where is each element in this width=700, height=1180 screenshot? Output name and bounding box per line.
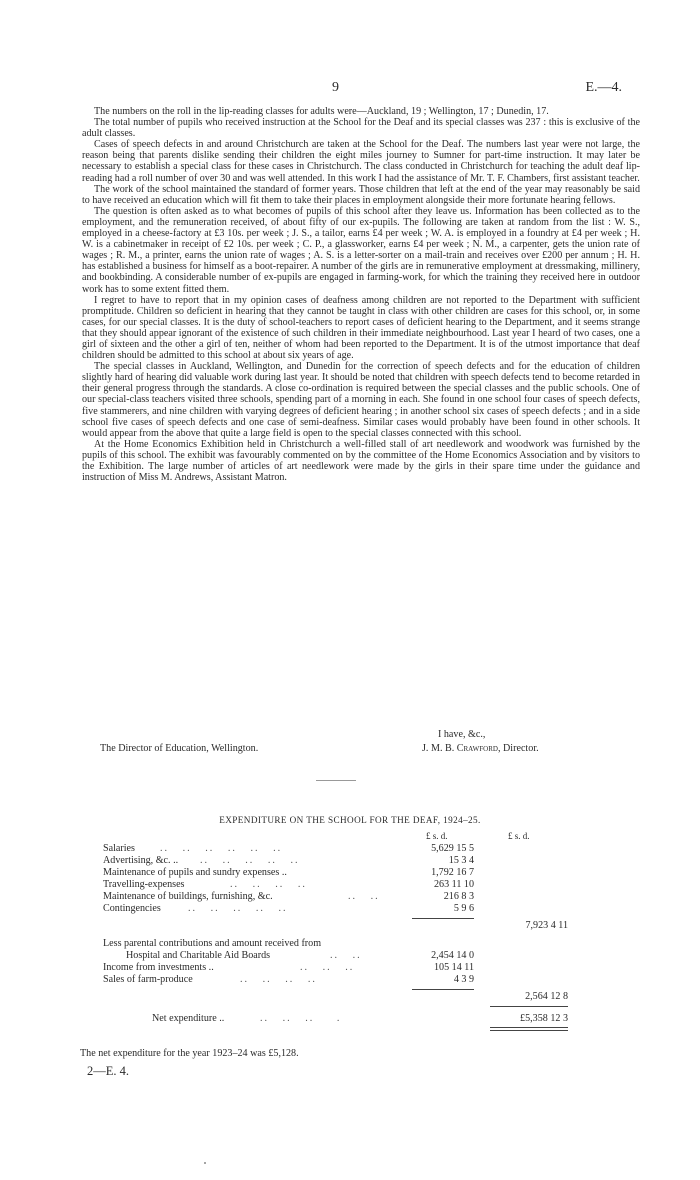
- paragraph: Cases of speech defects in and around Christchurch are taken at the School for the Deaf. The numbers last year were not large, the reason being that parents dislike sending their children the eight miles journey to Sumner for part-time instruction. It may later be necessary to establish a special class for these cases in Christchurch. The class conducted in Christchurch for teaching the adult deaf lip-reading had a roll number of over 30 and was well attended. In this work I had the assistance of Mr. T. F. Chambers, first assistant teacher.: [82, 139, 640, 184]
- table-row: Sales of farm-produce .. .. .. .. 4 3 9: [103, 974, 474, 985]
- double-rule: [490, 1027, 568, 1028]
- paragraph: The special classes in Auckland, Wellington, and Dunedin for the correction of speech defects and for the education of children slightly hard of hearing did valuable work during last year. It should be noted that children with speech defects tend to become retarded in their general progress through the standards. A close co-ordination is required between the special classes and the public schools. One of our special-class teachers visited three schools, spending part of a morning in each. She found in one school four cases of speech defects, five stammerers, and nine children with varying degrees of deficient hearing ; in another school six cases of speech defects ; and in a side school five cases of speech defects and one case of semi-deafness. Similar cases would probably have been found in other schools. It would appear from the above that quite a large field is open to the special classes connected with this school.: [82, 361, 640, 439]
- paragraph: The total number of pupils who received instruction at the School for the Deaf and its special classes was 237 : this is exclusive of the adult classes.: [82, 117, 640, 140]
- table-row: Maintenance of buildings, furnishing, &c. .. .. 216 8 3: [103, 891, 474, 902]
- page-number: 9: [332, 80, 339, 95]
- net-expenditure-row: Net expenditure .. .. .. .. . £5,358 12 3: [152, 1013, 568, 1024]
- print-speck: [204, 1162, 206, 1164]
- prior-year-note: The net expenditure for the year 1923–24 was £5,128.: [80, 1048, 299, 1059]
- paragraph: The numbers on the roll in the lip-reading classes for adults were—Auckland, 19 ; Wellington, 17 ; Dunedin, 17.: [94, 106, 549, 117]
- table-row: Contingencies .. .. .. .. .. 5 9 6: [103, 903, 474, 914]
- subtotal-rule: [412, 918, 474, 919]
- table-row: Salaries .. .. .. .. .. .. 5,629 15 5: [103, 843, 474, 854]
- closing-salutation: I have, &c.,: [438, 729, 486, 740]
- table-row: Advertising, &c. .. .. .. .. .. .. 15 3 4: [103, 855, 474, 866]
- document-reference: E.—4.: [585, 80, 622, 95]
- paragraph: The question is often asked as to what becomes of pupils of this school after they leave us. Information has been collected as to the employment, and the remuneration received, of about fifty of our ex-pupils. The following are taken at random from the list : W. S., employed in a cheese-factory at £3 10s. per week ; J. S., a tailor, earns £4 per week ; W. A. is employed in a foundry at £4 per week ; H. W. is a cabinetmaker in receipt of £2 10s. per week ; C. P., a glassworker, earns £4 per week ; N. M., a carpenter, gets the union rate of wages ; R. M., a printer, earns the union rate of wages ; A. S. is a letter-sorter on a mail-train and receives over £200 per annum ; H. H. has established a business for himself as a boot-repairer. A number of the girls are in remunerative employment at dressmaking, millinery, and bookbinding. A considerable number of ex-pupils are engaged in farming-work, for which the training they received here in outdoor work has to some extent fitted them.: [82, 205, 640, 295]
- signatory: J. M. B. Crawford, Director.: [422, 743, 539, 754]
- paragraph: I regret to have to report that in my opinion cases of deafness among children are not reported to the Department with sufficient promptitude. Children so deficient in hearing that they cannot be taught in class with other children are cases for this school, or, in some cases, for our special classes. It is the duty of school-teachers to report cases of deficient hearing to the Department, and it seems strange that they should appear ignorant of the existence of such children in their immediate neighbourhood. Last year I heard of two cases, one a girl of sixteen and the other a girl of ten, neither of whom had been reported to the Department. It is of the utmost importance that deaf children should be admitted to this school at about six years of age.: [82, 294, 640, 362]
- total-rule: [490, 1006, 568, 1007]
- paragraph: The work of the school maintained the standard of former years. Those children that left at the end of the year may reasonably be said to have received an education which will fit them to take their places in employment alongside their more fortunate hearing fellows.: [82, 183, 640, 206]
- subtotal-row: 7,923 4 11: [525, 920, 568, 931]
- table-row: Less parental contributions and amount received from: [103, 938, 322, 949]
- paragraph: At the Home Economics Exhibition held in Christchurch a well-filled stall of art needlework and woodwork was furnished by the pupils of this school. The exhibit was favourably commented on by the committee of the Home Economics Association and by visitors to the Exhibition. The large number of articles of art needlework were made by the girls in their spare time under the guidance and instruction of Miss M. Andrews, Assistant Matron.: [82, 438, 640, 484]
- addressee: The Director of Education, Wellington.: [100, 743, 259, 754]
- table-row: Travelling-expenses .. .. .. .. 263 11 10: [103, 879, 474, 890]
- report-body: [82, 106, 640, 483]
- subtotal-rule: [412, 989, 474, 990]
- column-headers: £ s. d. £ s. d.: [426, 831, 530, 841]
- subtotal-row: 2,564 12 8: [525, 991, 568, 1002]
- table-row: Hospital and Charitable Aid Boards .. .. 2,454 14 0: [126, 950, 474, 961]
- footer-reference: 2—E. 4.: [87, 1064, 130, 1078]
- section-divider: [316, 780, 356, 781]
- page-header: [0, 80, 700, 100]
- expenditure-title: EXPENDITURE ON THE SCHOOL FOR THE DEAF, 1924–25.: [219, 815, 481, 825]
- table-row: Income from investments .. .. .. .. 105 14 11: [103, 962, 474, 973]
- double-rule: [490, 1030, 568, 1031]
- table-row: Maintenance of pupils and sundry expenses .. 1,792 16 7: [103, 867, 474, 878]
